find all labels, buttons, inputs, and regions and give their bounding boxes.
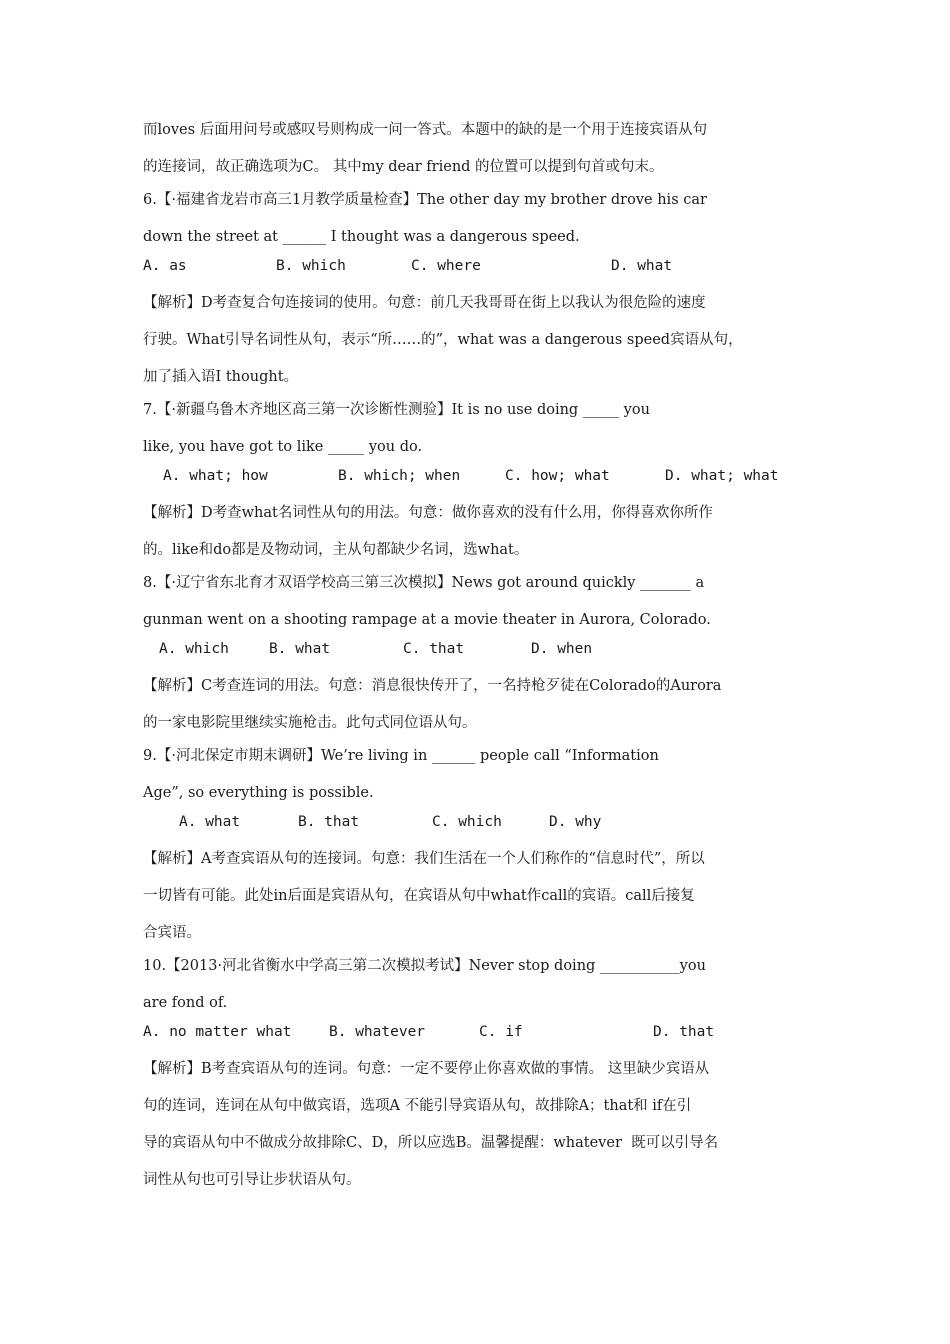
option-a: A. what <box>179 814 241 830</box>
option-a: A. what; how <box>163 468 268 484</box>
question-stem: 6.【·福建省龙岩市高三1月教学质量检查】The other day my brother drove his car <box>143 192 707 208</box>
question-10 <box>143 954 807 1192</box>
option-d: D. what; what <box>665 468 779 484</box>
analysis-line: 【解析】A考查宾语从句的连接词。句意：我们生活在一个人们称作的“信息时代”，所以 <box>143 851 705 867</box>
analysis-line: 【解析】C考查连词的用法。句意：消息很快传开了，一名持枪歹徒在Colorado的Aurora <box>143 678 722 694</box>
option-a: A. as <box>143 258 187 274</box>
option-d: D. what <box>611 258 673 274</box>
option-b: B. whatever <box>329 1024 426 1040</box>
option-c: C. where <box>411 258 481 274</box>
option-b: B. which; when <box>338 468 461 484</box>
answer-options <box>143 468 807 492</box>
analysis-line: 【解析】D考查复合句连接词的使用。句意：前几天我哥哥在街上以我认为很危险的速度 <box>143 295 706 311</box>
option-c: C. which <box>432 814 502 830</box>
explanation-line: 的连接词，故正确选项为C。 其中my dear friend 的位置可以提到句首或句末。 <box>143 159 664 175</box>
analysis-line: 的。like和do都是及物动词，主从句都缺少名词，选what。 <box>143 542 529 558</box>
option-b: B. that <box>298 814 360 830</box>
answer-options <box>143 641 807 665</box>
question-stem: 9.【·河北保定市期末调研】We’re living in ______ people call “Information <box>143 748 659 764</box>
answer-options <box>143 814 807 838</box>
option-c: C. if <box>479 1024 523 1040</box>
option-b: B. what <box>269 641 331 657</box>
question-stem: like, you have got to like _____ you do. <box>143 439 423 455</box>
question-7 <box>143 398 807 562</box>
question-stem: 10.【2013·河北省衡水中学高三第二次模拟考试】Never stop doing ___________you <box>143 958 706 974</box>
analysis-line: 行驶。What引导名词性从句，表示“所……的”，what was a dangerous speed宾语从句， <box>143 332 743 348</box>
explanation-line: 而loves 后面用问号或感叹号则构成一问一答式。本题中的缺的是一个用于连接宾语从句 <box>143 122 708 138</box>
option-c: C. that <box>403 641 465 657</box>
question-stem: gunman went on a shooting rampage at a movie theater in Aurora, Colorado. <box>143 612 711 628</box>
analysis-line: 加了插入语I thought。 <box>143 369 299 385</box>
question-8 <box>143 571 807 735</box>
document-page <box>143 118 807 1192</box>
question-stem: Age”, so everything is possible. <box>143 785 374 801</box>
question-9 <box>143 744 807 945</box>
question-6 <box>143 188 807 389</box>
option-b: B. which <box>276 258 346 274</box>
option-a: A. no matter what <box>143 1024 292 1040</box>
analysis-line: 的一家电影院里继续实施枪击。此句式同位语从句。 <box>143 715 477 731</box>
analysis-line: 【解析】B考查宾语从句的连词。句意：一定不要停止你喜欢做的事情。 这里缺少宾语从 <box>143 1061 710 1077</box>
answer-options <box>143 258 807 282</box>
answer-options <box>143 1024 807 1048</box>
analysis-line: 词性从句也可引导让步状语从句。 <box>143 1172 361 1188</box>
analysis-line: 合宾语。 <box>143 925 201 941</box>
question-stem: 8.【·辽宁省东北育才双语学校高三第三次模拟】News got around quickly _______ a <box>143 575 705 591</box>
analysis-line: 【解析】D考查what名词性从句的用法。句意：做你喜欢的没有什么用，你得喜欢你所作 <box>143 505 713 521</box>
question-stem: are fond of. <box>143 995 228 1011</box>
option-d: D. when <box>531 641 593 657</box>
option-d: D. why <box>549 814 602 830</box>
analysis-line: 导的宾语从句中不做成分故排除C、D，所以应选B。温馨提醒：whatever 既可以引导名 <box>143 1135 719 1151</box>
option-d: D. that <box>653 1024 715 1040</box>
analysis-line: 一切皆有可能。此处in后面是宾语从句，在宾语从句中what作call的宾语。call后接复 <box>143 888 695 904</box>
analysis-line: 句的连词，连词在从句中做宾语，选项A 不能引导宾语从句，故排除A；that和 if在引 <box>143 1098 692 1114</box>
question-stem: down the street at ______ I thought was a dangerous speed. <box>143 229 580 245</box>
option-a: A. which <box>159 641 229 657</box>
option-c: C. how; what <box>505 468 610 484</box>
question-stem: 7.【·新疆乌鲁木齐地区高三第一次诊断性测验】It is no use doing _____ you <box>143 402 650 418</box>
